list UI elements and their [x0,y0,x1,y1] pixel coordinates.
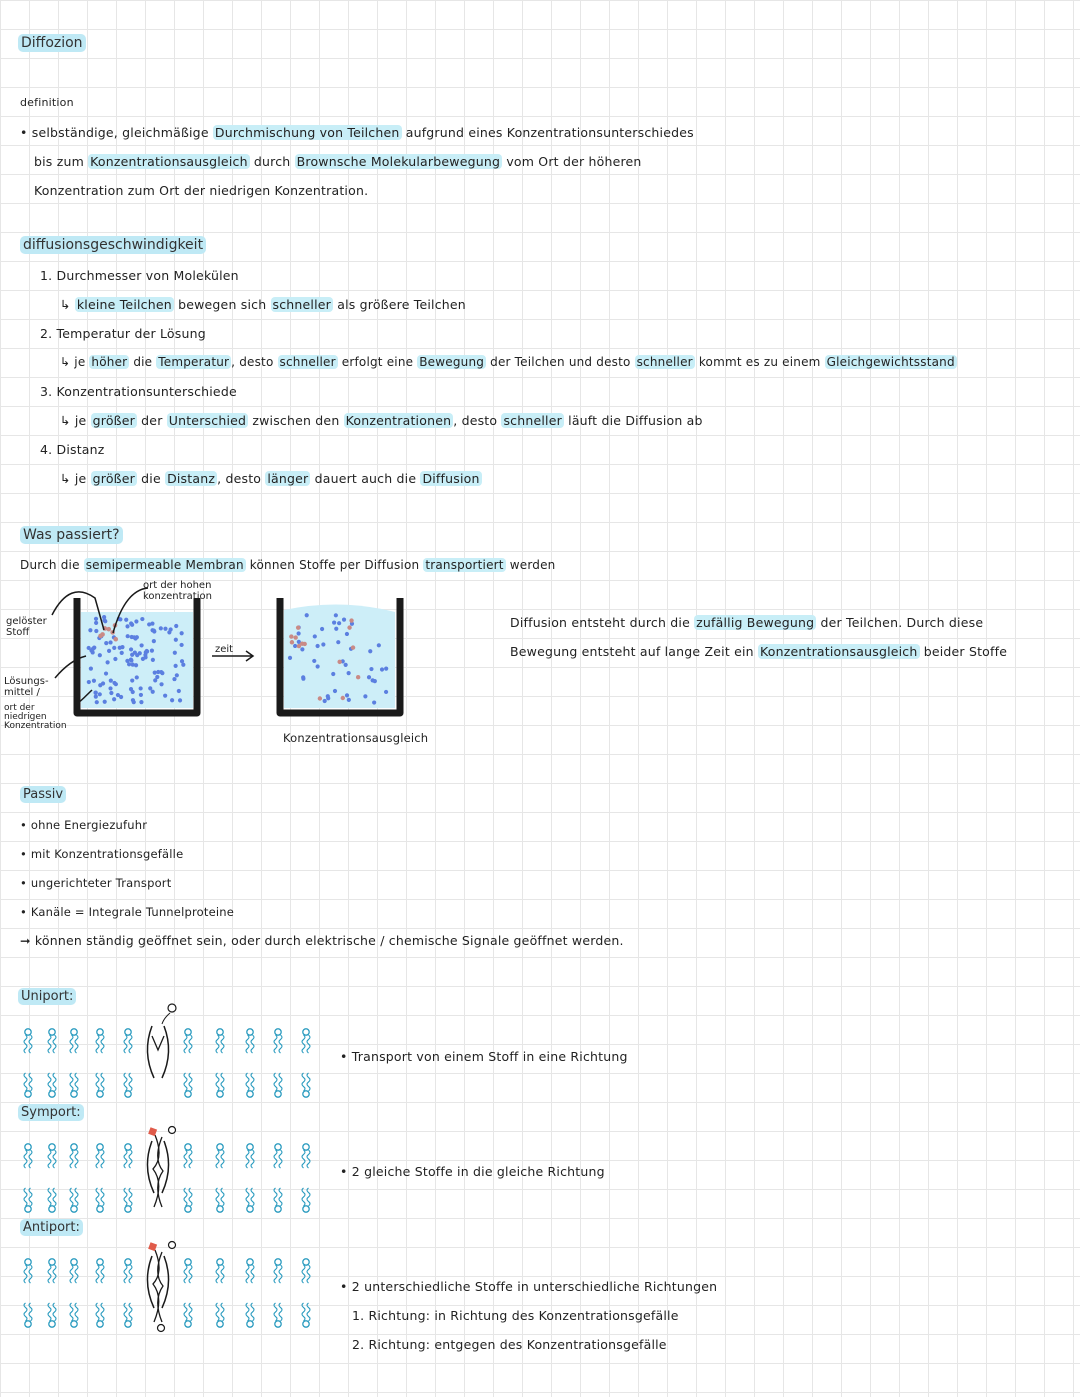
lipid-tail [274,1303,277,1321]
symport-text: • 2 gleiche Stoffe in die gleiche Richtung [340,1164,605,1179]
protein-left [147,1141,154,1193]
lipid-tail [307,1303,310,1321]
lipid-tail [96,1188,99,1206]
lipid-tail [251,1188,254,1206]
lipid-head [97,1321,103,1327]
speed-item-2-title: 2. Temperatur der Lösung [40,326,206,341]
lipid-tail [48,1035,51,1053]
antiport-membrane [24,1242,310,1332]
lipid-head [247,1259,253,1265]
lipid-tail [246,1188,249,1206]
molecule-circle-bottom [158,1325,165,1332]
lipid-head [303,1091,309,1097]
protein-left [147,1026,154,1078]
lipid-tail [124,1073,127,1091]
lipid-head [185,1029,191,1035]
lipid-head [247,1029,253,1035]
lipid-head [71,1206,77,1212]
lipid-head [185,1091,191,1097]
lipid-tail [70,1303,73,1321]
lipid-tail [274,1265,277,1283]
lipid-tail [124,1188,127,1206]
page-title: Diffozion [18,35,86,51]
lipid-tail [24,1265,27,1283]
lipid-tail [70,1150,73,1168]
speed-item-3-detail: ↳ je größer der Unterschied zwischen den Konzentrationen , desto schneller läuft die Diffusion ab [60,413,703,428]
lipid-head [25,1029,31,1035]
lipid-head [25,1206,31,1212]
lipid-head [185,1144,191,1150]
lipid-head [303,1259,309,1265]
passive-bullet-3: • ungerichteter Transport [20,876,172,890]
lipid-tail [184,1150,187,1168]
lipid-tail [302,1188,305,1206]
lipid-head [71,1029,77,1035]
lipid-head [275,1029,281,1035]
lipid-head [97,1029,103,1035]
lipid-tail [307,1150,310,1168]
lipid-tail [24,1303,27,1321]
lipid-tail [302,1073,305,1091]
antiport-direction-1: 1. Richtung: in Richtung des Konzentrationsgefälle [352,1308,679,1323]
lipid-tail [216,1188,219,1206]
lipid-tail [101,1303,104,1321]
lipid-head [185,1206,191,1212]
lipid-head [275,1321,281,1327]
lipid-head [303,1321,309,1327]
definition-label: definition [20,96,74,109]
protein-right [162,1141,169,1193]
lipid-tail [216,1035,219,1053]
lipid-head [25,1259,31,1265]
lipid-head [275,1091,281,1097]
lipid-head [125,1259,131,1265]
what-explain-line-2: Bewegung entsteht auf lange Zeit ein Konzentrationsausgleich beider Stoffe [510,644,1008,659]
lipid-tail [221,1150,224,1168]
lipid-head [125,1091,131,1097]
lipid-tail [101,1073,104,1091]
antiport-direction-2: 2. Richtung: entgegen des Konzentrationsgefälle [352,1337,667,1352]
what-explain-line-1: Diffusion entsteht durch die zufällig Bewegung der Teilchen. Durch diese [510,615,984,630]
what-heading: Was passiert? [20,527,123,543]
lipid-tail [70,1188,73,1206]
lipid-tail [246,1303,249,1321]
lipid-head [71,1144,77,1150]
lipid-tail [216,1150,219,1168]
lipid-tail [189,1303,192,1321]
lipid-tail [75,1150,78,1168]
lipid-head [97,1259,103,1265]
lipid-tail [307,1265,310,1283]
lipid-head [49,1206,55,1212]
lipid-tail [251,1265,254,1283]
lipid-tail [279,1073,282,1091]
lipid-tail [216,1073,219,1091]
lipid-head [97,1144,103,1150]
speed-item-2-detail: ↳ je höher die Temperatur , desto schneller erfolgt eine Bewegung der Teilchen und desto schneller kommt es zu einem Gleichgewichtsstand [60,355,955,369]
speed-item-1-detail: ↳ kleine Teilchen bewegen sich schneller als größere Teilchen [60,297,466,312]
lipid-tail [96,1035,99,1053]
lipid-tail [307,1073,310,1091]
lipid-tail [184,1188,187,1206]
transport-path-2 [158,1252,163,1322]
lipid-tail [24,1188,27,1206]
lipid-tail [75,1303,78,1321]
lipid-head [49,1144,55,1150]
molecule-circle [169,1242,176,1249]
lipid-head [217,1029,223,1035]
speed-item-4-detail: ↳ je größer die Distanz , desto länger dauert auch die Diffusion [60,471,480,486]
lipid-tail [96,1265,99,1283]
lipid-head [71,1321,77,1327]
lipid-head [125,1321,131,1327]
lipid-tail [129,1303,132,1321]
uniport-heading: Uniport: [18,989,76,1004]
lipid-tail [53,1073,56,1091]
passive-arrow-line: ➞ können ständig geöffnet sein, oder durch elektrische / chemische Signale geöffnet werden. [20,933,624,948]
lipid-tail [221,1265,224,1283]
lipid-tail [70,1073,73,1091]
lipid-tail [24,1150,27,1168]
lipid-tail [274,1035,277,1053]
lipid-tail [279,1188,282,1206]
lipid-tail [101,1265,104,1283]
lipid-tail [75,1035,78,1053]
molecule-square [148,1127,157,1136]
lipid-tail [129,1150,132,1168]
lipid-tail [221,1035,224,1053]
lipid-tail [124,1150,127,1168]
lipid-tail [274,1188,277,1206]
label-solvent: Lösungs- mittel / [4,676,49,698]
lipid-tail [221,1188,224,1206]
lipid-head [217,1206,223,1212]
speed-item-1-title: 1. Durchmesser von Molekülen [40,268,239,283]
lipid-tail [29,1035,32,1053]
lipid-tail [48,1303,51,1321]
lipid-head [125,1206,131,1212]
lipid-head [97,1206,103,1212]
lipid-tail [302,1265,305,1283]
lipid-head [71,1259,77,1265]
lipid-tail [29,1188,32,1206]
lipid-head [275,1259,281,1265]
channel-gate [152,1036,164,1050]
protein-right [162,1256,169,1308]
lipid-head [247,1206,253,1212]
lipid-tail [189,1188,192,1206]
lipid-head [97,1091,103,1097]
lipid-tail [184,1035,187,1053]
lipid-tail [29,1303,32,1321]
lipid-tail [189,1150,192,1168]
lipid-head [25,1144,31,1150]
definition-line-1: • selbständige, gleichmäßige Durchmischung von Teilchen aufgrund eines Konzentrationsunterschiedes [20,125,694,140]
lipid-tail [216,1303,219,1321]
molecule-circle [169,1127,176,1134]
lipid-head [217,1259,223,1265]
lipid-tail [129,1265,132,1283]
lipid-head [71,1091,77,1097]
lipid-head [303,1206,309,1212]
lipid-tail [279,1035,282,1053]
lipid-tail [124,1035,127,1053]
lipid-tail [70,1035,73,1053]
passive-heading: Passiv [20,787,66,802]
lipid-tail [48,1265,51,1283]
molecule-square [148,1242,157,1251]
lipid-tail [189,1073,192,1091]
lipid-tail [75,1073,78,1091]
lipid-tail [189,1265,192,1283]
lipid-head [125,1144,131,1150]
lipid-head [49,1091,55,1097]
label-high-concentration: ort der hohen konzentration [143,580,212,602]
lipid-tail [48,1073,51,1091]
lipid-head [275,1144,281,1150]
lipid-tail [274,1073,277,1091]
lipid-tail [101,1150,104,1168]
lipid-tail [101,1188,104,1206]
antiport-text: • 2 unterschiedliche Stoffe in unterschiedliche Richtungen [340,1279,718,1294]
lipid-tail [184,1265,187,1283]
lipid-tail [274,1150,277,1168]
lipid-tail [279,1265,282,1283]
lipid-tail [129,1188,132,1206]
lipid-tail [101,1035,104,1053]
what-intro: Durch die semipermeable Membran können Stoffe per Diffusion transportiert werden [20,558,556,572]
lipid-tail [29,1073,32,1091]
lipid-tail [307,1035,310,1053]
lipid-tail [29,1150,32,1168]
lipid-tail [124,1303,127,1321]
lipid-head [25,1091,31,1097]
label-solute: gelöster Stoff [6,616,47,638]
lipid-head [49,1029,55,1035]
passive-bullet-4: • Kanäle = Integrale Tunnelproteine [20,905,235,919]
lipid-tail [53,1188,56,1206]
lipid-tail [302,1035,305,1053]
label-time: zeit [215,644,234,655]
lipid-tail [246,1265,249,1283]
transported-molecule [168,1004,176,1012]
lipid-tail [53,1303,56,1321]
lipid-tail [129,1035,132,1053]
lipid-head [275,1206,281,1212]
protein-left [147,1256,154,1308]
lipid-tail [129,1073,132,1091]
lipid-tail [302,1303,305,1321]
lipid-tail [189,1035,192,1053]
lipid-tail [96,1150,99,1168]
lipid-head [25,1321,31,1327]
lipid-tail [221,1303,224,1321]
label-low-concentration: ort der niedrigen Konzentration [4,703,67,731]
lipid-tail [251,1073,254,1091]
lipid-head [125,1029,131,1035]
uniport-text: • Transport von einem Stoff in eine Richtung [340,1049,628,1064]
lipid-tail [216,1265,219,1283]
lipid-tail [251,1035,254,1053]
lipid-head [217,1144,223,1150]
lipid-tail [96,1073,99,1091]
lipid-head [217,1091,223,1097]
lipid-tail [96,1303,99,1321]
lipid-tail [48,1188,51,1206]
lipid-head [247,1144,253,1150]
lipid-tail [184,1303,187,1321]
lipid-head [185,1259,191,1265]
symport-membrane [24,1127,310,1213]
lipid-head [303,1029,309,1035]
definition-line-3: Konzentration zum Ort der niedrigen Konzentration. [34,183,369,198]
lipid-tail [251,1150,254,1168]
speed-item-3-title: 3. Konzentrationsunterschiede [40,384,237,399]
lipid-head [217,1321,223,1327]
lipid-tail [24,1035,27,1053]
lipid-tail [53,1035,56,1053]
symport-heading: Symport: [18,1105,84,1120]
lipid-head [49,1259,55,1265]
lipid-tail [246,1150,249,1168]
lipid-head [185,1321,191,1327]
lipid-tail [29,1265,32,1283]
speed-heading: diffusionsgeschwindigkeit [20,237,206,253]
passive-bullet-2: • mit Konzentrationsgefälle [20,847,184,861]
lipid-tail [48,1150,51,1168]
lipid-tail [53,1265,56,1283]
lipid-tail [221,1073,224,1091]
lipid-tail [251,1303,254,1321]
protein-right [162,1026,169,1078]
molecule-path [162,1013,170,1024]
transport-path-2 [158,1137,163,1207]
lipid-tail [279,1150,282,1168]
lipid-tail [53,1150,56,1168]
lipid-tail [184,1073,187,1091]
lipid-tail [307,1188,310,1206]
lipid-tail [302,1150,305,1168]
uniport-membrane [24,1004,310,1097]
lipid-tail [124,1265,127,1283]
lipid-tail [75,1265,78,1283]
lipid-head [247,1321,253,1327]
lipid-tail [75,1188,78,1206]
lipid-tail [279,1303,282,1321]
definition-line-2: bis zum Konzentrationsausgleich durch Brownsche Molekularbewegung vom Ort der höheren [34,154,642,169]
lipid-tail [70,1265,73,1283]
lipid-head [303,1144,309,1150]
lipid-tail [246,1035,249,1053]
lipid-head [247,1091,253,1097]
speed-item-4-title: 4. Distanz [40,442,105,457]
lipid-tail [24,1073,27,1091]
passive-bullet-1: • ohne Energiezufuhr [20,818,148,832]
lipid-head [49,1321,55,1327]
antiport-heading: Antiport: [20,1220,83,1235]
label-balance: Konzentrationsausgleich [283,731,429,745]
lipid-tail [246,1073,249,1091]
